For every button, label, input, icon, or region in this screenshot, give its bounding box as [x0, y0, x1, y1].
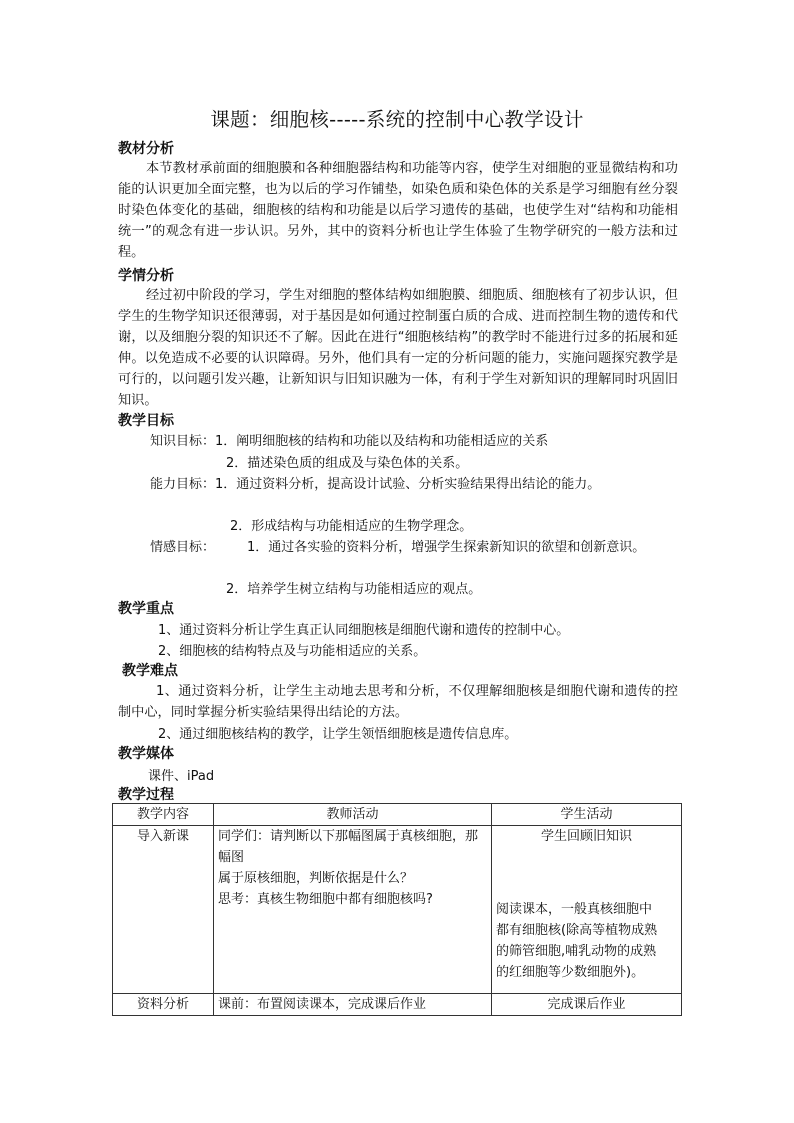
- learner-analysis-text: 经过初中阶段的学习，学生对细胞的整体结构如细胞膜、细胞质、细胞核有了初步认识，但学生的生物学知识还很薄弱，对于基因是如何通过控制蛋白质的合成、进而控制生物的遗传和代谢，以及细胞分裂的知识还不了解。因此在进行“细胞核结构”的教学时不能进行过多的拓展和延伸。以免造成不必要的认识障碍。另外，他们具有一定的分析问题的能力，实施问题探究教学是可行的，以问题引发兴趣，让新知识与旧知识融为一体，有利于学生对新知识的理解同时巩固旧知识。: [118, 288, 678, 408]
- header-content: 教学内容: [113, 804, 214, 826]
- heading-key-points: 教学重点: [118, 601, 174, 617]
- student-line: 学生回顾旧知识: [540, 829, 632, 844]
- ability-goal-2: 2．形成结构与功能相适应的生物学理念。: [230, 519, 473, 534]
- knowledge-goal-1: 知识目标：1．阐明细胞核的结构和功能以及结构和功能相适应的关系: [150, 434, 549, 449]
- heading-difficulties: 教学难点: [122, 663, 178, 679]
- heading-teaching-goals: 教学目标: [118, 413, 174, 429]
- teacher-line: 同学们：请判断以下那幅图属于真核细胞，那幅图: [218, 829, 479, 865]
- table-header-row: [113, 804, 682, 826]
- header-student: 学生活动: [492, 804, 682, 826]
- knowledge-goal-2: 2．描述染色质的组成及与染色体的关系。: [226, 456, 469, 471]
- media-text: 课件、iPad: [148, 769, 215, 784]
- teacher-line: 思考：真核生物细胞中都有细胞核吗?: [218, 892, 433, 907]
- emotion-goal-1: 1．通过各实验的资料分析，增强学生探索新知识的欲望和创新意识。: [247, 540, 646, 555]
- heading-media: 教学媒体: [118, 746, 174, 762]
- difficulty-2: 2、通过细胞核结构的教学，让学生领悟细胞核是遗传信息库。: [158, 727, 518, 742]
- student-line: 都有细胞核(除高等植物成熟: [496, 923, 658, 938]
- table-row: [113, 994, 682, 1016]
- student-line: 阅读课本，一般真核细胞中: [496, 902, 653, 917]
- heading-process: 教学过程: [118, 787, 174, 803]
- row-teacher-activity: [214, 826, 492, 994]
- row-student-activity: 完成课后作业: [492, 994, 682, 1016]
- teacher-line: 属于原核细胞，判断依据是什么？: [218, 871, 414, 886]
- row-student-activity: [492, 826, 682, 994]
- row-content: 资料分析: [113, 994, 214, 1016]
- process-table: [112, 803, 682, 1016]
- row-content: 导入新课: [113, 826, 214, 994]
- row-teacher-activity: 课前：布置阅读课本，完成课后作业: [214, 994, 492, 1016]
- emotion-goal-2: 2．培养学生树立结构与功能相适应的观点。: [226, 582, 482, 597]
- table-row: [113, 826, 682, 994]
- key-point-1: 1、通过资料分析让学生真正认同细胞核是细胞代谢和遗传的控制中心。: [158, 623, 570, 638]
- header-teacher: 教师活动: [214, 804, 492, 826]
- student-line: 的筛管细胞,哺乳动物的成熟: [496, 944, 657, 959]
- student-line: 的红细胞等少数细胞外)。: [496, 965, 645, 980]
- emotion-goal-label: 情感目标：: [150, 540, 216, 555]
- page-title: 课题：细胞核-----系统的控制中心教学设计: [210, 108, 584, 131]
- heading-learner-analysis: 学情分析: [118, 268, 174, 284]
- heading-textbook-analysis: 教材分析: [118, 141, 174, 157]
- difficulty-1: 1、通过资料分析，让学生主动地去思考和分析，不仅理解细胞核是细胞代谢和遗传的控制中心，同时掌握分析实验结果得出结论的方法。: [118, 684, 678, 720]
- textbook-analysis-text: 本节教材承前面的细胞膜和各种细胞器结构和功能等内容，使学生对细胞的亚显微结构和功能的认识更加全面完整，也为以后的学习作铺垫，如染色质和染色体的关系是学习细胞有丝分裂时染色体变化的基础，细胞核的结构和功能是以后学习遗传的基础，也使学生对“结构和功能相统一”的观念有进一步认识。另外，其中的资料分析也让学生体验了生物学研究的一般方法和过程。: [118, 161, 678, 260]
- ability-goal-1: 能力目标：1．通过资料分析，提高设计试验、分析实验结果得出结论的能力。: [150, 477, 601, 492]
- key-point-2: 2、细胞核的结构特点及与功能相适应的关系。: [158, 644, 427, 659]
